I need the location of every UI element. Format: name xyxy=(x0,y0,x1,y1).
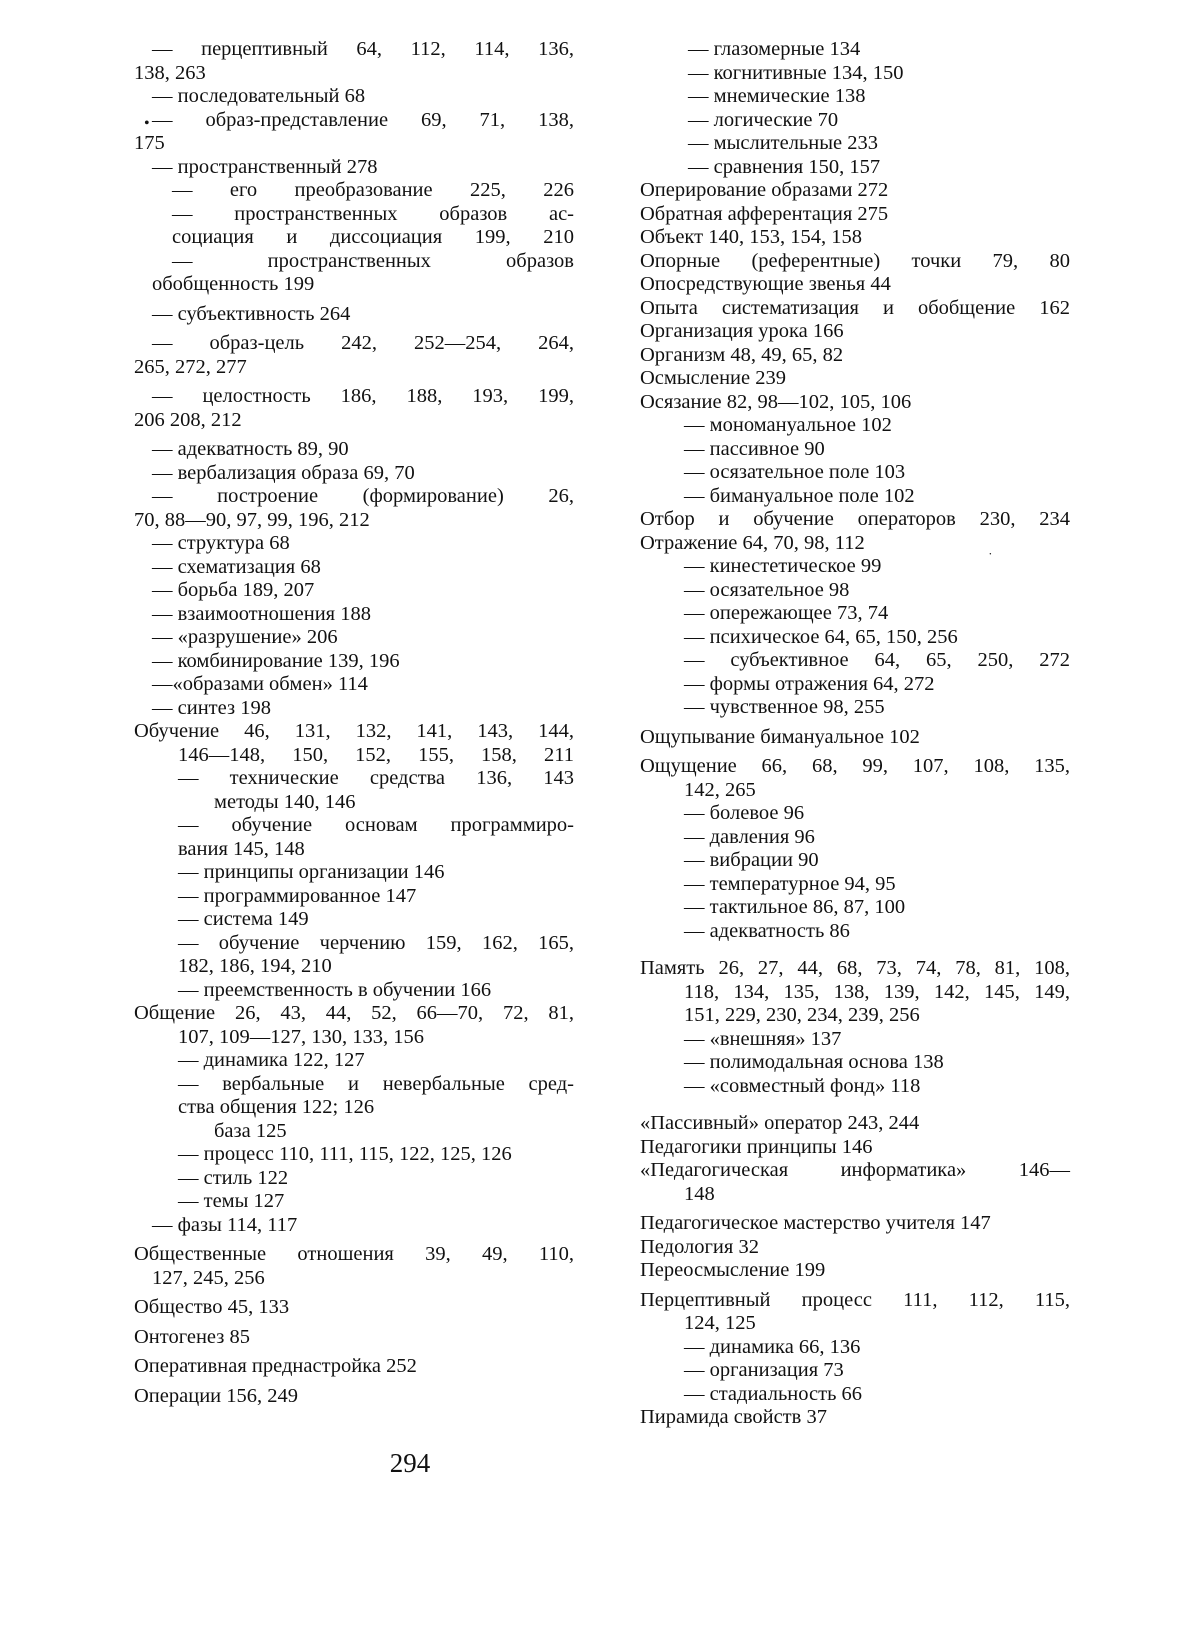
index-entry: Оперативная преднастройка 252 xyxy=(134,1355,574,1379)
index-column-right xyxy=(640,38,1070,1430)
index-entry: — структура 68 xyxy=(134,532,574,556)
index-entry: — «внешняя» 137 xyxy=(640,1028,1070,1052)
index-entry: — технические средства 136, 143 xyxy=(134,767,574,791)
index-entry: 175 xyxy=(134,132,574,156)
index-entry: Память 26, 27, 44, 68, 73, 74, 78, 81, 108, xyxy=(640,957,1070,981)
index-entry: — комбинирование 139, 196 xyxy=(134,650,574,674)
index-entry: — мономануальное 102 xyxy=(640,414,1070,438)
index-entry: — мыслительные 233 xyxy=(640,132,1070,156)
index-entry: — «разрушение» 206 xyxy=(134,626,574,650)
index-entry: — построение (формирование) 26, xyxy=(134,485,574,509)
index-entry: — стиль 122 xyxy=(134,1167,574,1191)
index-entry: Педология 32 xyxy=(640,1236,1070,1260)
index-entry: Онтогенез 85 xyxy=(134,1326,574,1350)
index-entry: — процесс 110, 111, 115, 122, 125, 126 xyxy=(134,1143,574,1167)
index-entry: Обратная афферентация 275 xyxy=(640,203,1070,227)
index-entry: — обучение основам программиро- xyxy=(134,814,574,838)
index-entry: — пространственный 278 xyxy=(134,156,574,180)
index-entry: — вербальные и невербальные сред- xyxy=(134,1073,574,1097)
index-entry: — «совместный фонд» 118 xyxy=(640,1075,1070,1099)
index-entry: — система 149 xyxy=(134,908,574,932)
index-entry: — температурное 94, 95 xyxy=(640,873,1070,897)
index-entry: —«образами обмен» 114 xyxy=(134,673,574,697)
index-entry: — осязательное поле 103 xyxy=(640,461,1070,485)
index-entry: — психическое 64, 65, 150, 256 xyxy=(640,626,1070,650)
index-entry: 138, 263 xyxy=(134,62,574,86)
index-entry: — субъективное 64, 65, 250, 272 xyxy=(640,649,1070,673)
index-entry: — образ-цель 242, 252—254, 264, xyxy=(134,332,574,356)
index-entry: Ощупывание бимануальное 102 xyxy=(640,726,1070,750)
index-entry: — перцептивный 64, 112, 114, 136, xyxy=(134,38,574,62)
index-entry: Осмысление 239 xyxy=(640,367,1070,391)
index-entry: Опорные (референтные) точки 79, 80 xyxy=(640,250,1070,274)
index-entry: 265, 272, 277 xyxy=(134,356,574,380)
index-entry: Отражение 64, 70, 98, 112 xyxy=(640,532,1070,556)
index-entry: Оперирование образами 272 xyxy=(640,179,1070,203)
index-entry: Осязание 82, 98—102, 105, 106 xyxy=(640,391,1070,415)
index-entry: — последовательный 68 xyxy=(134,85,574,109)
index-entry: — стадиальность 66 xyxy=(640,1383,1070,1407)
index-entry: — обучение черчению 159, 162, 165, xyxy=(134,932,574,956)
index-entry: — пространственных образов ас- xyxy=(134,203,574,227)
index-entry: 142, 265 xyxy=(640,779,1070,803)
index-entry: Педагогическое мастерство учителя 147 xyxy=(640,1212,1070,1236)
index-entry: — бимануальное поле 102 xyxy=(640,485,1070,509)
index-entry: база 125 xyxy=(134,1120,574,1144)
index-entry: — вербализация образа 69, 70 xyxy=(134,462,574,486)
index-entry: Перцептивный процесс 111, 112, 115, xyxy=(640,1289,1070,1313)
index-page xyxy=(0,0,1200,1644)
index-entry: — болевое 96 xyxy=(640,802,1070,826)
index-entry: 146—148, 150, 152, 155, 158, 211 xyxy=(134,744,574,768)
index-entry: — адекватность 89, 90 xyxy=(134,438,574,462)
index-entry: — кинестетическое 99 xyxy=(640,555,1070,579)
index-entry: Опыта систематизация и обобщение 162 xyxy=(640,297,1070,321)
index-entry: — темы 127 xyxy=(134,1190,574,1214)
index-entry: — образ-представление 69, 71, 138, xyxy=(134,109,574,133)
index-entry: Пирамида свойств 37 xyxy=(640,1406,1070,1430)
index-entry: Объект 140, 153, 154, 158 xyxy=(640,226,1070,250)
index-entry: Общение 26, 43, 44, 52, 66—70, 72, 81, xyxy=(134,1002,574,1026)
index-entry: 182, 186, 194, 210 xyxy=(134,955,574,979)
index-entry: 206 208, 212 xyxy=(134,409,574,433)
index-column-left xyxy=(134,38,574,1408)
index-entry: социация и диссоциация 199, 210 xyxy=(134,226,574,250)
index-entry: Операции 156, 249 xyxy=(134,1385,574,1409)
index-entry: 151, 229, 230, 234, 239, 256 xyxy=(640,1004,1070,1028)
index-entry: 127, 245, 256 xyxy=(134,1267,574,1291)
margin-bullet-mark: • xyxy=(144,114,150,134)
index-entry: — осязательное 98 xyxy=(640,579,1070,603)
index-entry: — организация 73 xyxy=(640,1359,1070,1383)
index-entry: — целостность 186, 188, 193, 199, xyxy=(134,385,574,409)
index-entry: 124, 125 xyxy=(640,1312,1070,1336)
index-entry: — программированное 147 xyxy=(134,885,574,909)
index-entry: — сравнения 150, 157 xyxy=(640,156,1070,180)
index-entry: Педагогики принципы 146 xyxy=(640,1136,1070,1160)
index-entry: методы 140, 146 xyxy=(134,791,574,815)
index-entry: — пассивное 90 xyxy=(640,438,1070,462)
index-entry: — взаимоотношения 188 xyxy=(134,603,574,627)
index-entry: Обучение 46, 131, 132, 141, 143, 144, xyxy=(134,720,574,744)
index-entry: — синтез 198 xyxy=(134,697,574,721)
index-entry: «Пассивный» оператор 243, 244 xyxy=(640,1112,1070,1136)
index-entry: — динамика 122, 127 xyxy=(134,1049,574,1073)
index-entry: — формы отражения 64, 272 xyxy=(640,673,1070,697)
index-entry: — его преобразование 225, 226 xyxy=(134,179,574,203)
index-entry: — динамика 66, 136 xyxy=(640,1336,1070,1360)
index-entry: Организация урока 166 xyxy=(640,320,1070,344)
index-entry: — субъективность 264 xyxy=(134,303,574,327)
index-entry: — преемственность в обучении 166 xyxy=(134,979,574,1003)
index-entry: — пространственных образов xyxy=(134,250,574,274)
index-entry: — опережающее 73, 74 xyxy=(640,602,1070,626)
index-entry: 70, 88—90, 97, 99, 196, 212 xyxy=(134,509,574,533)
index-entry: — логические 70 xyxy=(640,109,1070,133)
index-entry: «Педагогическая информатика» 146— xyxy=(640,1159,1070,1183)
index-entry: — давления 96 xyxy=(640,826,1070,850)
index-entry: Организм 48, 49, 65, 82 xyxy=(640,344,1070,368)
index-entry: вания 145, 148 xyxy=(134,838,574,862)
index-entry: — схематизация 68 xyxy=(134,556,574,580)
index-entry: — адекватность 86 xyxy=(640,920,1070,944)
index-entry: Опосредствующие звенья 44 xyxy=(640,273,1070,297)
index-entry: — борьба 189, 207 xyxy=(134,579,574,603)
index-entry: — полимодальная основа 138 xyxy=(640,1051,1070,1075)
index-entry: — глазомерные 134 xyxy=(640,38,1070,62)
index-entry: 118, 134, 135, 138, 139, 142, 145, 149, xyxy=(640,981,1070,1005)
index-entry: — вибрации 90 xyxy=(640,849,1070,873)
page-number: 294 xyxy=(360,1448,460,1478)
index-entry: Общественные отношения 39, 49, 110, xyxy=(134,1243,574,1267)
index-entry: — фазы 114, 117 xyxy=(134,1214,574,1238)
index-entry: ства общения 122; 126 xyxy=(134,1096,574,1120)
index-entry: — тактильное 86, 87, 100 xyxy=(640,896,1070,920)
index-entry: — мнемические 138 xyxy=(640,85,1070,109)
index-entry: Переосмысление 199 xyxy=(640,1259,1070,1283)
print-speck-mark: ˙ xyxy=(988,552,993,566)
index-entry: 148 xyxy=(640,1183,1070,1207)
index-entry: Ощущение 66, 68, 99, 107, 108, 135, xyxy=(640,755,1070,779)
index-entry: — когнитивные 134, 150 xyxy=(640,62,1070,86)
index-entry: 107, 109—127, 130, 133, 156 xyxy=(134,1026,574,1050)
index-entry: Отбор и обучение операторов 230, 234 xyxy=(640,508,1070,532)
index-entry: Общество 45, 133 xyxy=(134,1296,574,1320)
index-entry: обобщенность 199 xyxy=(134,273,574,297)
index-entry: — принципы организации 146 xyxy=(134,861,574,885)
index-entry: — чувственное 98, 255 xyxy=(640,696,1070,720)
